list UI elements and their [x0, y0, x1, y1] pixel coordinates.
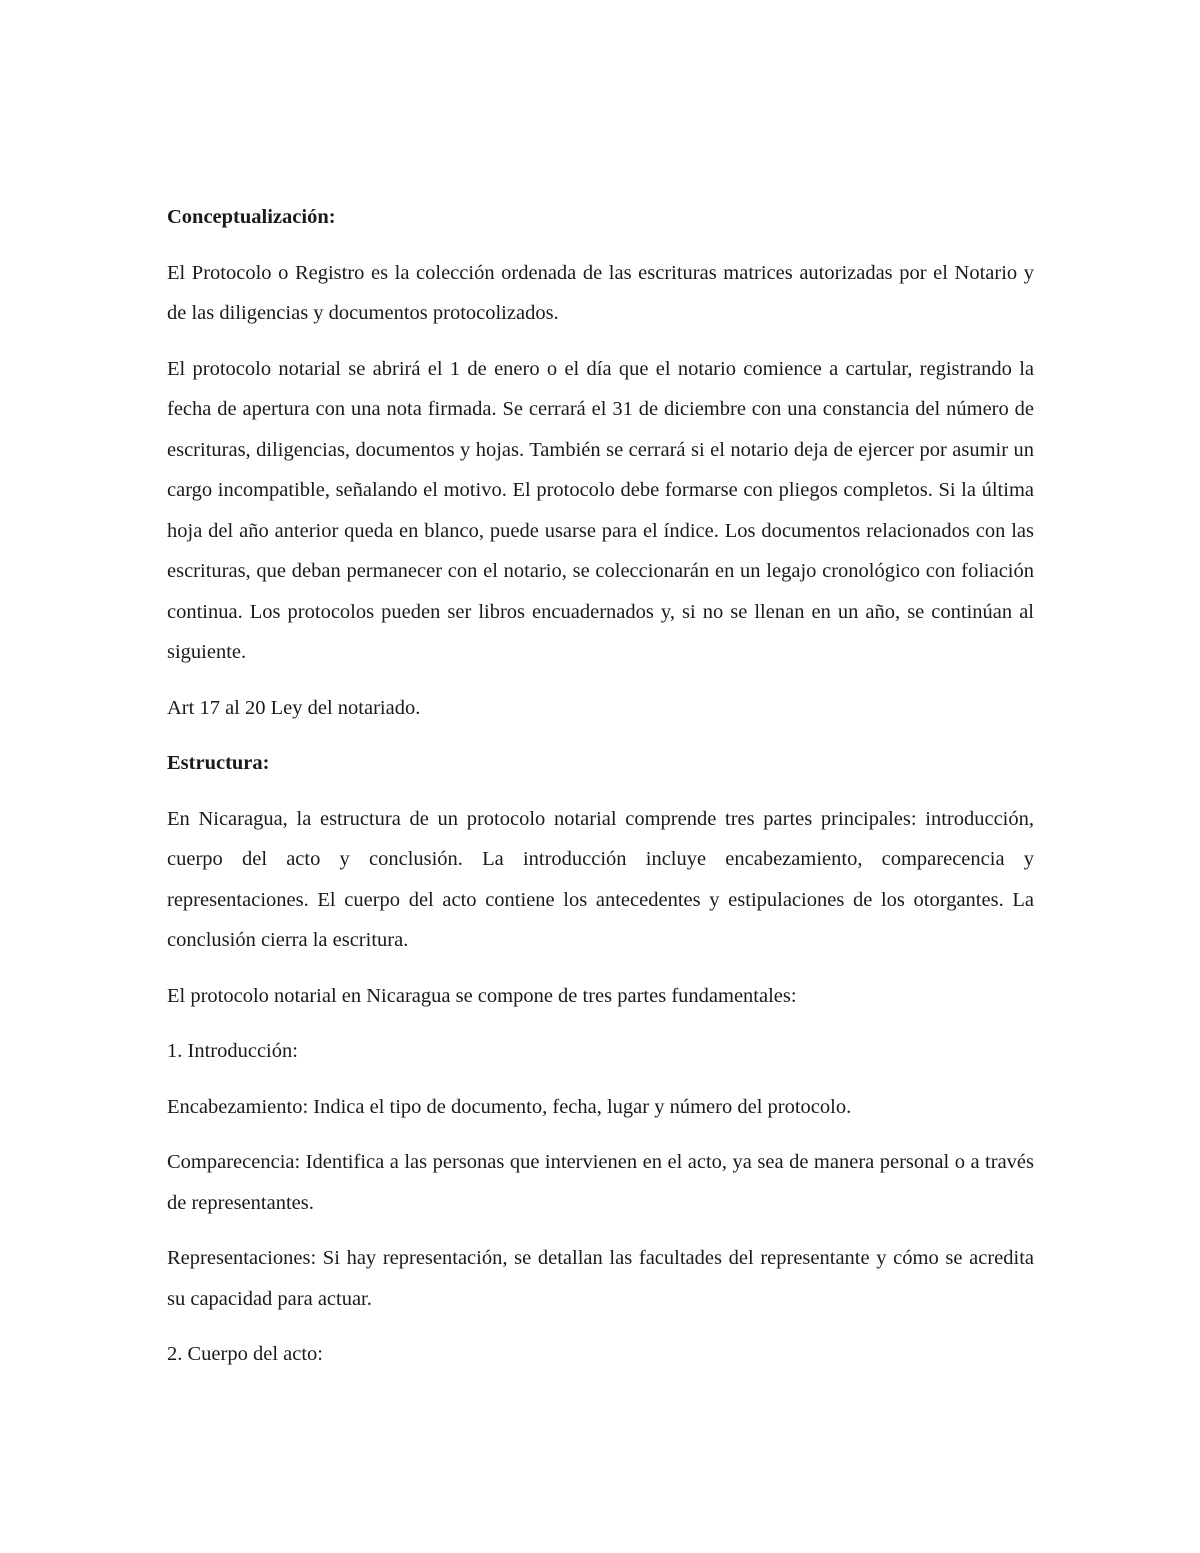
list-item-introduccion: 1. Introducción:: [167, 1040, 298, 1062]
paragraph-comparecencia: Comparecencia: Identifica a las personas que intervienen en el acto, ya sea de manera personal o a través de representantes.: [167, 1151, 1034, 1214]
paragraph-representaciones: Representaciones: Si hay representación, se detallan las facultades del representante y cómo se acredita su capacidad para actuar.: [167, 1247, 1034, 1310]
heading-conceptualizacion: Conceptualización:: [167, 206, 336, 228]
paragraph-partes-fundamentales: El protocolo notarial en Nicaragua se compone de tres partes fundamentales:: [167, 984, 797, 1007]
paragraph-estructura-resumen: En Nicaragua, la estructura de un protocolo notarial comprende tres partes principales: introducción, cuerpo del acto y conclusión. La introducción incluye encabezamiento, comparecencia y representaciones. El cuerpo del acto contiene los antecedentes y estipulaciones de los otorgantes. La conclusión cierra la escritura.: [167, 807, 1034, 951]
heading-estructura: Estructura:: [167, 752, 270, 774]
paragraph-encabezamiento: Encabezamiento: Indica el tipo de documento, fecha, lugar y número del protocolo.: [167, 1095, 852, 1118]
paragraph-protocolo-definicion: El Protocolo o Registro es la colección ordenada de las escrituras matrices autorizadas por el Notario y de las diligencias y documentos protocolizados.: [167, 261, 1034, 324]
list-item-cuerpo-del-acto: 2. Cuerpo del acto:: [167, 1343, 323, 1365]
paragraph-protocolo-apertura: El protocolo notarial se abrirá el 1 de enero o el día que el notario comience a cartular, registrando la fecha de apertura con una nota firmada. Se cerrará el 31 de diciembre con una constancia del número de escrituras, diligencias, documentos y hojas. También se cerrará si el notario deja de ejercer por asumir un cargo incompatible, señalando el motivo. El protocolo debe formarse con pliegos completos. Si la última hoja del año anterior queda en blanco, puede usarse para el índice. Los documentos relacionados con las escrituras, que deban permanecer con el notario, se coleccionarán en un legajo cronológico con foliación continua. Los protocolos pueden ser libros encuadernados y, si no se llenan en un año, se continúan al siguiente.: [167, 357, 1034, 663]
paragraph-articulo-referencia: Art 17 al 20 Ley del notariado.: [167, 696, 421, 719]
document-page: [167, 197, 1034, 1390]
